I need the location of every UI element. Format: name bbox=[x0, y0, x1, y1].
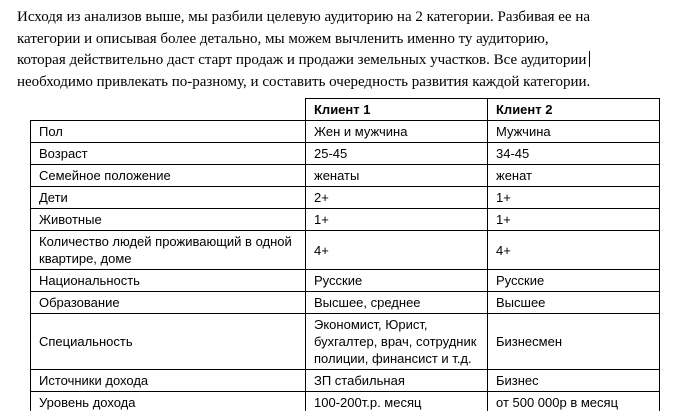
client2-value: 1+ bbox=[488, 187, 660, 209]
table-row bbox=[31, 231, 660, 270]
table-row bbox=[31, 187, 660, 209]
client1-value: 25-45 bbox=[306, 143, 488, 165]
row-label: Уровень дохода bbox=[31, 392, 306, 411]
text-cursor bbox=[589, 51, 590, 67]
table-row bbox=[31, 143, 660, 165]
client1-value: Жен и мужчина bbox=[306, 121, 488, 143]
client2-value: от 500 000р в месяц bbox=[488, 392, 660, 411]
table-row bbox=[31, 209, 660, 231]
audience-table bbox=[30, 98, 660, 411]
paragraph-line: категории и описывая более детально, мы можем вычленить именно ту аудиторию, bbox=[17, 30, 549, 47]
row-label: Животные bbox=[31, 209, 306, 231]
client2-value: Бизнес bbox=[488, 370, 660, 392]
client2-value: 1+ bbox=[488, 209, 660, 231]
row-label: Пол bbox=[31, 121, 306, 143]
table-row bbox=[31, 370, 660, 392]
paragraph-line: Исходя из анализов выше, мы разбили целевую аудиторию на 2 категории. Разбивая ее на bbox=[17, 9, 591, 25]
client2-value: 34-45 bbox=[488, 143, 660, 165]
client1-value: 1+ bbox=[306, 209, 488, 231]
paragraph-line: необходимо привлекать по-разному, и составить очередность развития каждой категории. bbox=[17, 74, 591, 91]
client1-value: 4+ bbox=[306, 231, 488, 270]
row-label: Возраст bbox=[31, 143, 306, 165]
client1-value: ЗП стабильная bbox=[306, 370, 488, 392]
paragraph-line-text: которая действительно даст старт продаж и продажи земельных участков. Все аудитории bbox=[17, 52, 587, 69]
client2-value: женат bbox=[488, 165, 660, 187]
client1-value: женаты bbox=[306, 165, 488, 187]
table-header-row bbox=[31, 99, 660, 121]
client2-value: Высшее bbox=[488, 292, 660, 314]
client2-value: 4+ bbox=[488, 231, 660, 270]
table-row bbox=[31, 292, 660, 314]
row-label: Количество людей проживающий в одной квартире, доме bbox=[31, 231, 306, 270]
header-client1: Клиент 1 bbox=[306, 99, 488, 121]
client1-value: Русские bbox=[306, 270, 488, 292]
row-label: Дети bbox=[31, 187, 306, 209]
document-paragraph bbox=[17, 7, 665, 94]
client1-value: Экономист, Юрист, бухгалтер, врач, сотрудник полиции, финансист и т.д. bbox=[306, 314, 488, 370]
row-label: Источники дохода bbox=[31, 370, 306, 392]
row-label: Национальность bbox=[31, 270, 306, 292]
client1-value: 100-200т.р. месяц bbox=[306, 392, 488, 411]
table-row bbox=[31, 392, 660, 411]
table-row bbox=[31, 270, 660, 292]
client2-value: Русские bbox=[488, 270, 660, 292]
table-row bbox=[31, 314, 660, 370]
row-label: Семейное положение bbox=[31, 165, 306, 187]
header-client2: Клиент 2 bbox=[488, 99, 660, 121]
header-empty-cell bbox=[31, 99, 306, 121]
client1-value: 2+ bbox=[306, 187, 488, 209]
table-row bbox=[31, 165, 660, 187]
client2-value: Бизнесмен bbox=[488, 314, 660, 370]
row-label: Специальность bbox=[31, 314, 306, 370]
table-row bbox=[31, 121, 660, 143]
paragraph-line bbox=[17, 50, 665, 72]
client2-value: Мужчина bbox=[488, 121, 660, 143]
client1-value: Высшее, среднее bbox=[306, 292, 488, 314]
row-label: Образование bbox=[31, 292, 306, 314]
